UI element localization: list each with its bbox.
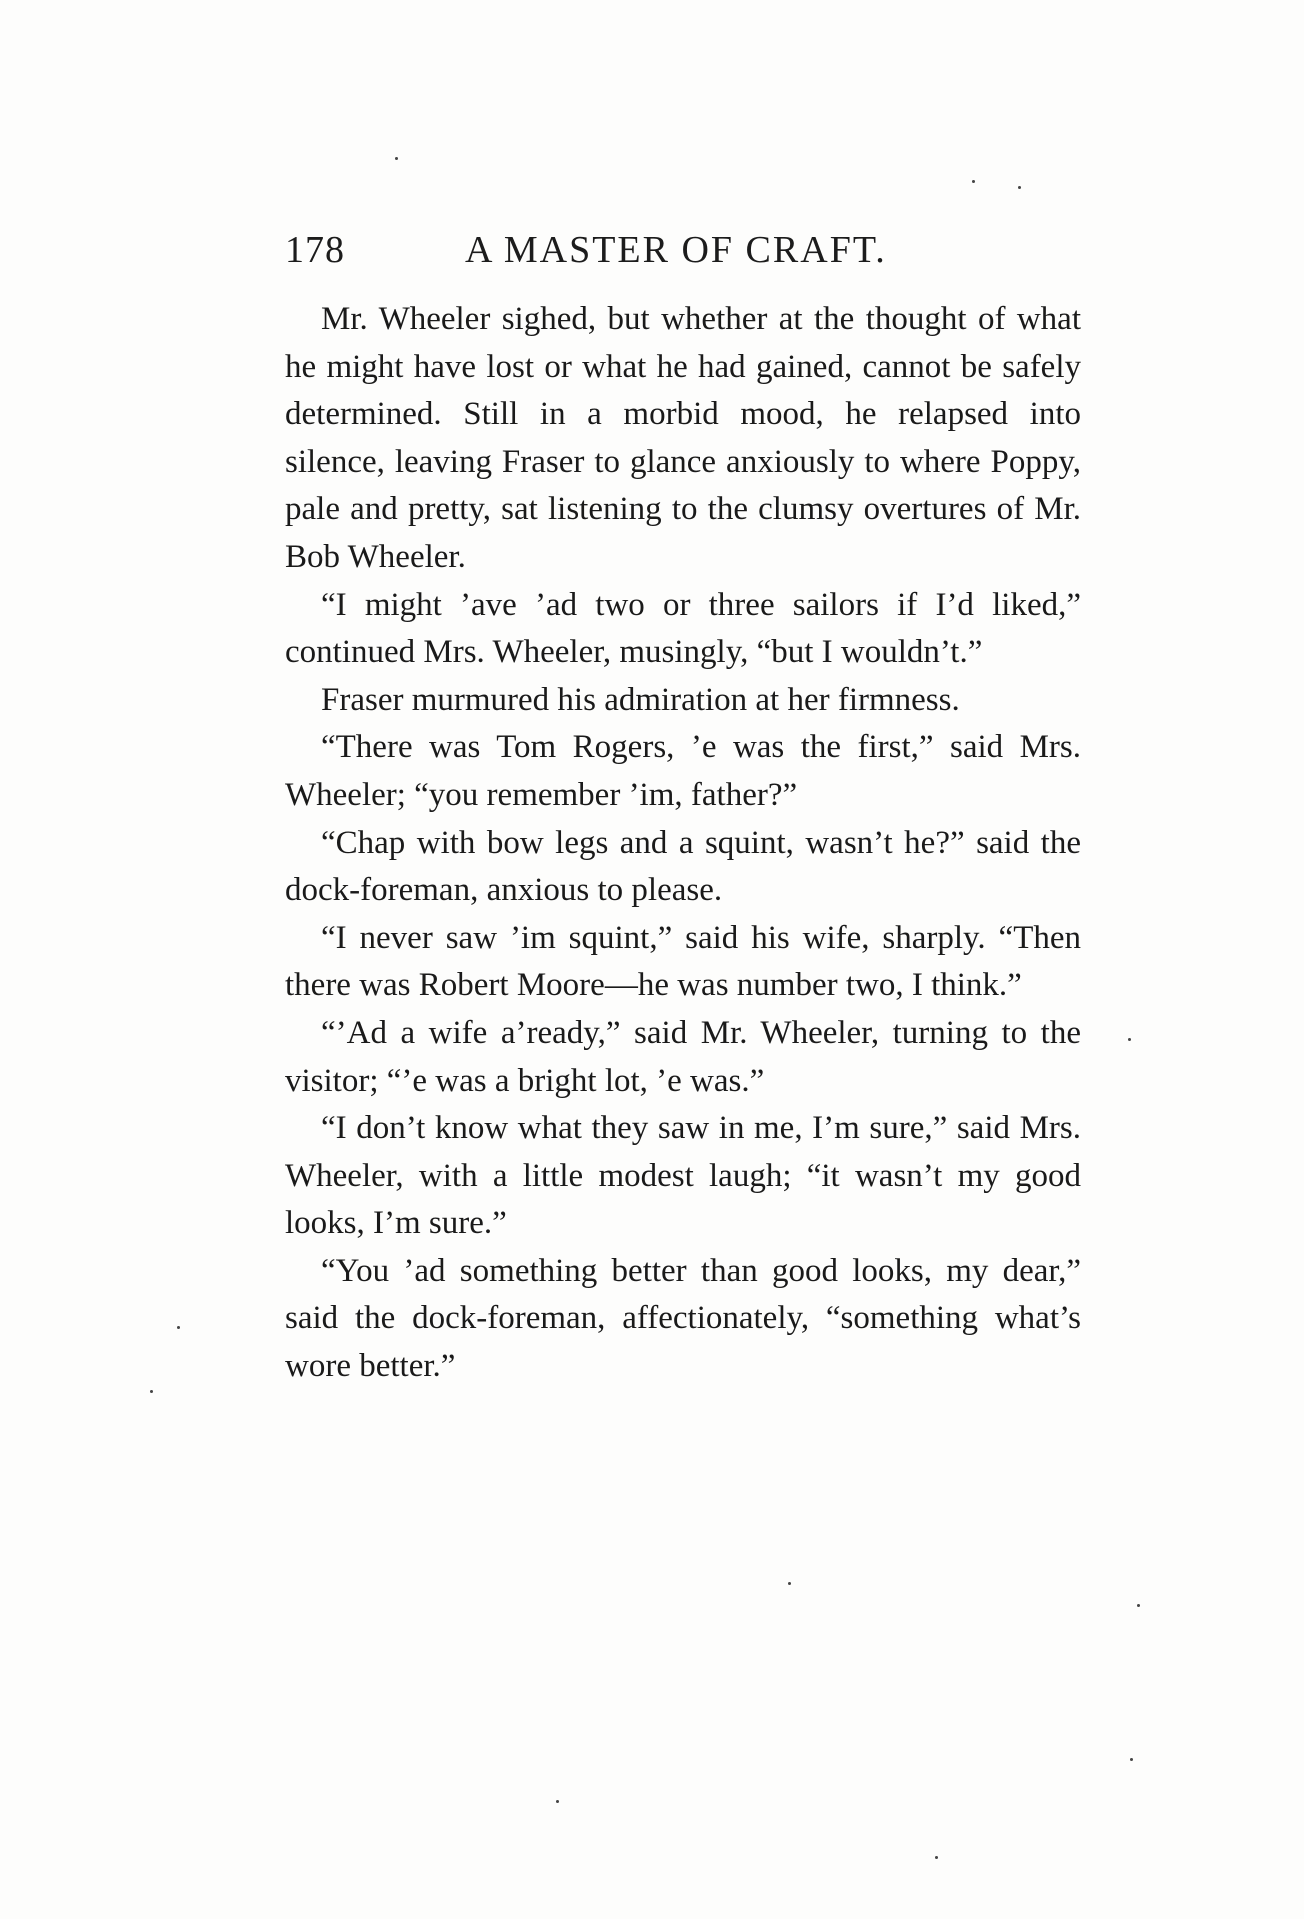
paragraph: “There was Tom Rogers, ’e was the first,” said Mrs. Wheeler; “you remember ’im, father?” — [285, 729, 1081, 813]
scan-speck — [150, 1390, 153, 1393]
body-text — [285, 296, 1081, 1391]
scan-speck — [1128, 1038, 1131, 1041]
scan-speck — [556, 1800, 559, 1803]
scan-speck — [1018, 186, 1021, 189]
paragraph: Fraser murmured his admiration at her firmness. — [321, 681, 960, 718]
scan-speck — [395, 157, 398, 160]
scan-speck — [1130, 1758, 1133, 1761]
scan-speck — [177, 1326, 180, 1329]
paragraph: “You ’ad something better than good looks, my dear,” said the dock-foreman, affectionately, “something what’s wore better.” — [285, 1252, 1081, 1385]
scan-speck — [1137, 1604, 1140, 1607]
page-number: 178 — [285, 229, 345, 271]
scan-speck — [972, 180, 975, 183]
running-title: A MASTER OF CRAFT. — [465, 229, 887, 271]
scan-speck — [788, 1582, 791, 1585]
paragraph: “I never saw ’im squint,” said his wife, sharply. “Then there was Robert Moore—he was number two, I think.” — [285, 919, 1081, 1004]
paragraph: “I don’t know what they saw in me, I’m sure,” said Mrs. Wheeler, with a little modest laugh; “it wasn’t my good looks, I’m sure.” — [285, 1110, 1081, 1242]
paragraph: “Chap with bow legs and a squint, wasn’t he?” said the dock-foreman, anxious to please. — [285, 824, 1081, 909]
page-header — [285, 228, 1085, 288]
paragraph: “’Ad a wife a’ready,” said Mr. Wheeler, turning to the visitor; “’e was a bright lot, ’e was.” — [285, 1014, 1081, 1099]
scan-speck — [935, 1856, 938, 1859]
paragraph: “I might ’ave ’ad two or three sailors if I’d liked,” continued Mrs. Wheeler, musingly, “but I wouldn’t.” — [285, 586, 1081, 671]
paragraph: Mr. Wheeler sighed, but whether at the thought of what he might have lost or what he had gained, cannot be safely determined. Still in a morbid mood, he relapsed into silence, leaving Fraser to glance anxiously to where Poppy, pale and pretty, sat listening to the clumsy overtures of Mr. Bob Wheeler. — [285, 301, 1081, 575]
